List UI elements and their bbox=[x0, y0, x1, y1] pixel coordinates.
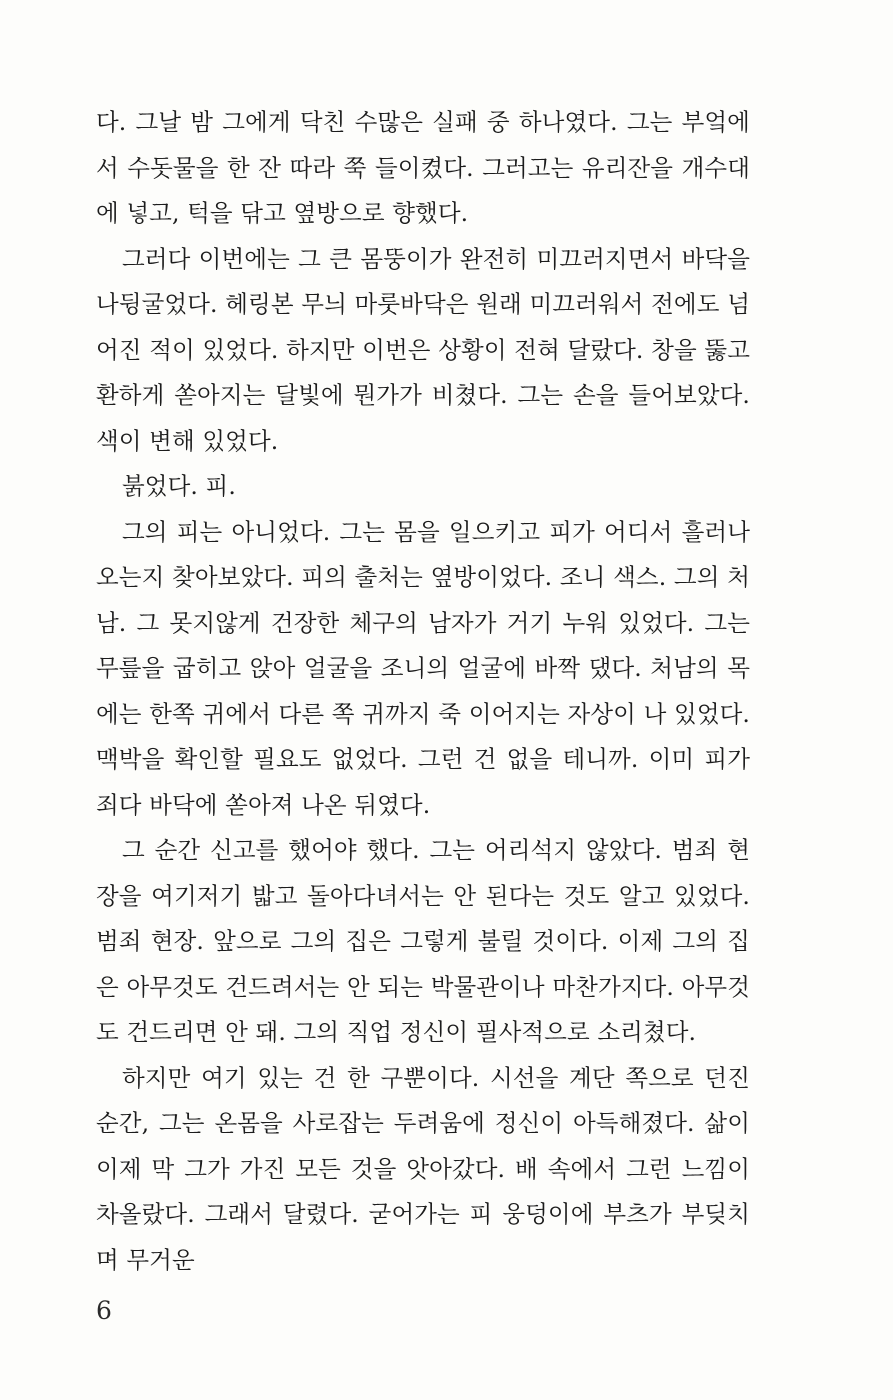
paragraph: 그러다 이번에는 그 큰 몸뚱이가 완전히 미끄러지면서 바닥을 나뒹굴었다. 헤링본 무늬 마룻바닥은 원래 미끄러워서 전에도 넘어진 적이 있었다. 하지만 이번은 상황이 전혀 달랐다. 창을 뚫고 환하게 쏟아지는 달빛에 뭔가가 비쳤다. 그는 손을 들어보았다. 색이 변해 있었다. bbox=[96, 244, 750, 455]
paragraph: 그 순간 신고를 했어야 했다. 그는 어리석지 않았다. 범죄 현장을 여기저기 밟고 돌아다녀서는 안 된다는 것도 알고 있었다. 범죄 현장. 앞으로 그의 집은 그렇게 불릴 것이다. 이제 그의 집은 아무것도 건드려서는 안 되는 박물관이나 마찬가지다. 아무것도 건드리면 안 돼. 그의 직업 정신이 필사적으로 소리쳤다. bbox=[96, 836, 750, 1046]
paragraph: 하지만 여기 있는 건 한 구뿐이다. 시선을 계단 쪽으로 던진 순간, 그는 온몸을 사로잡는 두려움에 정신이 아득해졌다. 삶이 이제 막 그가 가진 모든 것을 앗아갔다. 배 속에서 그런 느낌이 차올랐다. 그래서 달렸다. 굳어가는 피 웅덩이에 부츠가 부딪치며 무거운 bbox=[96, 1063, 750, 1274]
paragraph: 그의 피는 아니었다. 그는 몸을 일으키고 피가 어디서 흘러나오는지 찾아보았다. 피의 출처는 옆방이었다. 조니 색스. 그의 처남. 그 못지않게 건장한 체구의 남자가 거기 누워 있었다. 그는 무릎을 굽히고 앉아 얼굴을 조니의 얼굴에 바짝 댔다. 처남의 목에는 한쪽 귀에서 다른 쪽 귀까지 죽 이어지는 자상이 나 있었다. 맥박을 확인할 필요도 없었다. 그런 건 없을 테니까. 이미 피가 죄다 바닥에 쏟아져 나온 뒤였다. bbox=[96, 517, 750, 819]
page-number: 6 bbox=[96, 1296, 112, 1325]
paragraph: 다. 그날 밤 그에게 닥친 수많은 실패 중 하나였다. 그는 부엌에서 수돗물을 한 잔 따라 쭉 들이켰다. 그러고는 유리잔을 개수대에 넣고, 턱을 닦고 옆방으로 향했다. bbox=[96, 108, 750, 227]
paragraph: 붉었다. 피. bbox=[122, 472, 236, 500]
body-text-column bbox=[96, 100, 750, 1283]
